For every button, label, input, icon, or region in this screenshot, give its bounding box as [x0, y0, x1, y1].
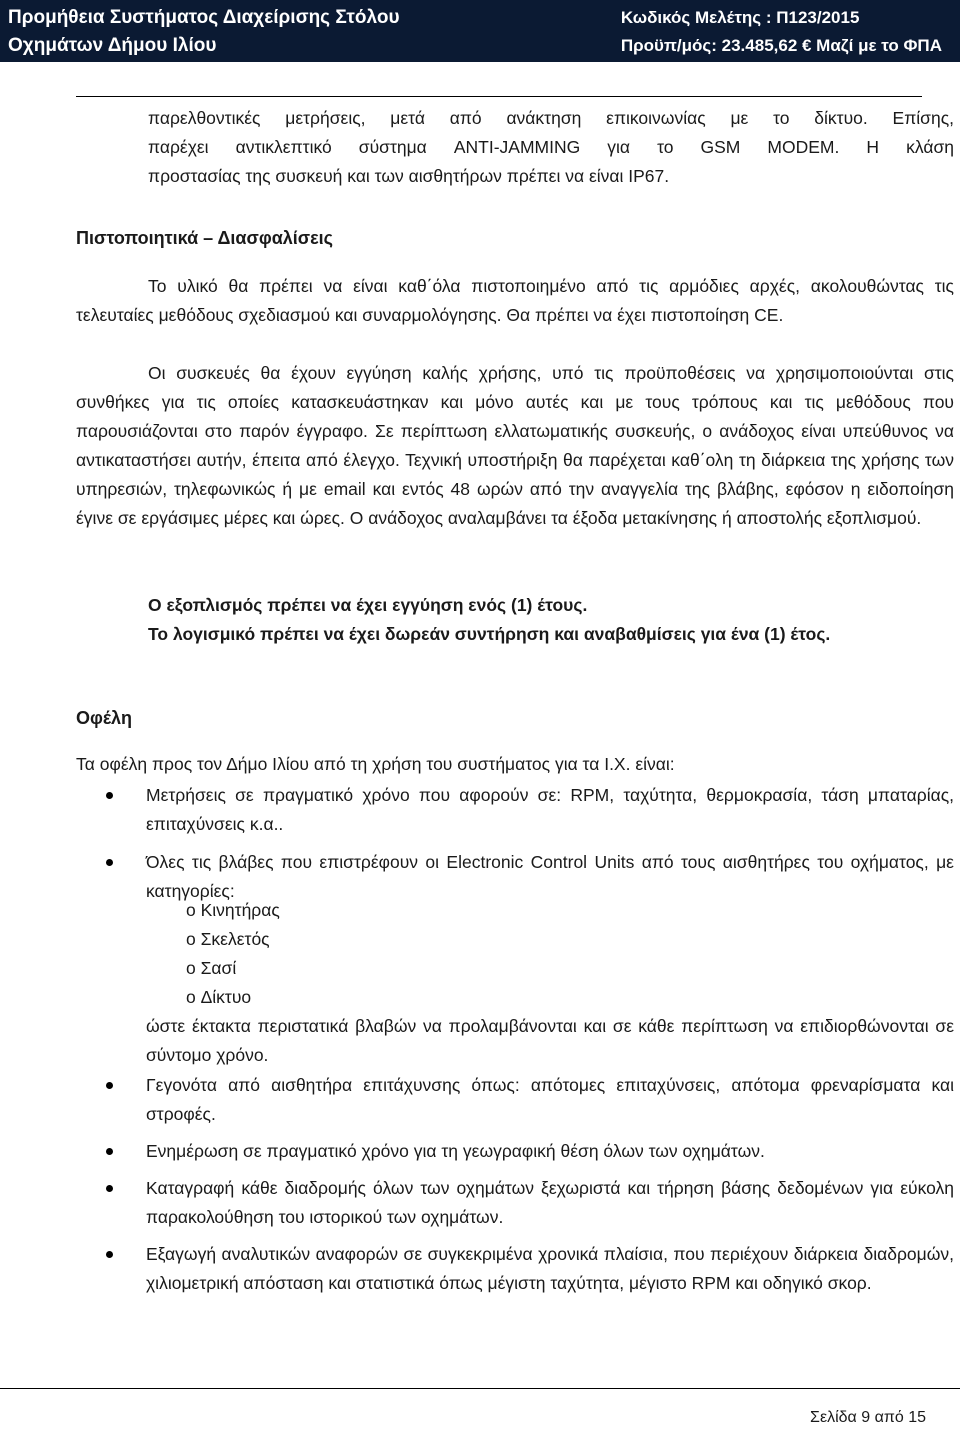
list-item [186, 954, 280, 983]
bullet-icon [106, 859, 113, 866]
category-network: Δίκτυο [200, 987, 252, 1007]
warranty-statements [76, 591, 954, 649]
benefit-ecu-faults: Όλες τις βλάβες που επιστρέφουν οι Electronic Control Units από τους αισθητήρες του οχήματος, με κατηγορίες: [146, 852, 954, 901]
footer-divider [0, 1388, 960, 1389]
intro-paragraph [76, 104, 954, 191]
sub-bullet-icon: o [186, 929, 196, 949]
cert-warranty-text [76, 359, 954, 533]
benefit-ecu-faults-continuation [146, 1012, 954, 1070]
software-warranty: Το λογισμικό πρέπει να έχει δωρεάν συντήρηση και αναβαθμίσεις για ένα (1) έτος. [148, 624, 831, 644]
intro-line-1: παρελθοντικές μετρήσεις, μετά από ανάκτηση επικοινωνίας με το δίκτυο. Επίσης, [148, 108, 954, 128]
cert-warranty-sentence: Οι συσκευές θα έχουν εγγύηση καλής χρήσης, υπό τις προϋποθέσεις να χρησιμοποιούνται στις συνθήκες για τις οποίες κατασκευάστηκαν και μόνο αυτές και με τους τρόπους και τις μεθόδους που παρουσιάζονται στο παρόν έγγραφο. Σε περίπτωση ελλατωματικής συσκευής, ο ανάδοχος είναι υπεύθυνος να αντικαταστήσει αυτήν, έπειτα από έλεγχο. [76, 363, 954, 470]
header-budget: Προϋπ/μός: 23.485,62 € Μαζί με το ΦΠΑ [620, 36, 942, 55]
header-divider [76, 96, 922, 97]
sub-bullet-icon: o [186, 987, 196, 1007]
benefit-realtime-measurements: Μετρήσεις σε πραγματικό χρόνο που αφορούν σε: RPM, ταχύτητα, θερμοκρασία, τάση μπαταρίας, επιταχύνσεις κ.α.. [146, 785, 954, 834]
intro-line-2: παρέχει αντικλεπτικό σύστημα ANTI-JAMMING για το GSM MODEM. Η κλάση [148, 137, 954, 157]
benefits-heading: Οφέλη [76, 708, 133, 728]
list-item [106, 1240, 954, 1298]
list-item [106, 1071, 954, 1129]
intro-line-3: προστασίας της συσκευή και των αισθητήρων πρέπει να είναι IP67. [148, 166, 670, 186]
list-item [106, 1174, 954, 1232]
header-project-info [621, 4, 942, 60]
bullet-icon [106, 1251, 113, 1258]
certificates-heading: Πιστοποιητικά – Διασφαλίσεις [76, 228, 333, 248]
header-title-line1: Προμήθεια Συστήματος Διαχείρισης Στόλου [8, 7, 400, 28]
benefit-reports-export: Εξαγωγή αναλυτικών αναφορών σε συγκεκριμένα χρονικά πλαίσια, που περιέχουν διάρκεια διαδρομών, χιλιομετρική απόσταση και στατιστικά όπως μέγιστη ταχύτητα, μέγιστο RPM και οδηγικό σκορ. [146, 1244, 954, 1293]
certificates-paragraph-2 [76, 359, 954, 533]
list-item [186, 896, 280, 925]
cert-text-1: Το υλικό θα πρέπει να είναι καθ΄όλα πιστοποιημένο από τις αρμόδιες αρχές, ακολουθώντας τις τελευταίες μεθόδους σχεδιασμού και συναρμολόγησης. Θα πρέπει να έχει πιστοποίηση CE. [76, 276, 954, 325]
fault-categories-list [186, 896, 280, 1012]
benefits-list-continued [106, 1071, 954, 1298]
header-study-code: Κωδικός Μελέτης : Π123/2015 [620, 8, 860, 27]
header-project-title [8, 4, 400, 60]
benefits-list [106, 781, 954, 906]
category-engine: Κινητήρας [200, 900, 280, 920]
list-item [186, 925, 280, 954]
list-item [186, 983, 280, 1012]
document-header [0, 0, 960, 62]
benefit-acceleration-events: Γεγονότα από αισθητήρα επιτάχυνσης όπως: απότομες επιταχύνσεις, απότομα φρεναρίσματα και στροφές. [146, 1075, 954, 1124]
list-item [106, 781, 954, 839]
cert-support-sentence: Τεχνική υποστήριξη θα παρέχεται καθ΄ολη τη διάρκεια της χρήσης των υπηρεσιών, τηλεφωνικώς ή με email και εντός 48 ωρών από την αναγγελία της βλάβης, εφόσον η ειδοποίηση έγινε σε εργάσιμες μέρες και ώρες. Ο ανάδοχος αναλαμβάνει τα έξοδα μετακίνησης ή αποστολής εξοπλισμού. [76, 450, 955, 528]
equipment-warranty: Ο εξοπλισμός πρέπει να έχει εγγύηση ενός (1) έτους. [148, 595, 588, 615]
bullet-icon [106, 1185, 113, 1192]
benefit-ecu-faults-cont-text: ώστε έκτακτα περιστατικά βλαβών να προλαμβάνονται και σε κάθε περίπτωση να επιδιορθώνονται σε σύντομο χρόνο. [146, 1016, 954, 1065]
sub-bullet-icon: o [186, 958, 196, 978]
certificates-paragraph-1 [76, 272, 954, 330]
list-item [106, 1137, 954, 1166]
header-title-line2: Οχημάτων Δήμου Ιλίου [8, 35, 217, 56]
benefits-intro [76, 750, 954, 779]
benefit-route-logging: Καταγραφή κάθε διαδρομής όλων των οχημάτων ξεχωριστά και τήρηση βάσης δεδομένων για εύκολη παρακολούθηση του ιστορικού των οχημάτων. [146, 1178, 954, 1227]
sub-bullet-icon: o [186, 900, 196, 920]
bullet-icon [106, 1148, 113, 1155]
category-frame: Σκελετός [200, 929, 270, 949]
bullet-icon [106, 792, 113, 799]
category-chassis: Σασί [200, 958, 237, 978]
benefits-intro-text: Τα οφέλη προς τον Δήμο Ιλίου από τη χρήση του συστήματος για τα Ι.Χ. είναι: [76, 754, 675, 774]
bullet-icon [106, 1082, 113, 1089]
benefit-realtime-location: Ενημέρωση σε πραγματικό χρόνο για τη γεωγραφική θέση όλων των οχημάτων. [146, 1141, 765, 1161]
page-number: Σελίδα 9 από 15 [810, 1409, 926, 1426]
